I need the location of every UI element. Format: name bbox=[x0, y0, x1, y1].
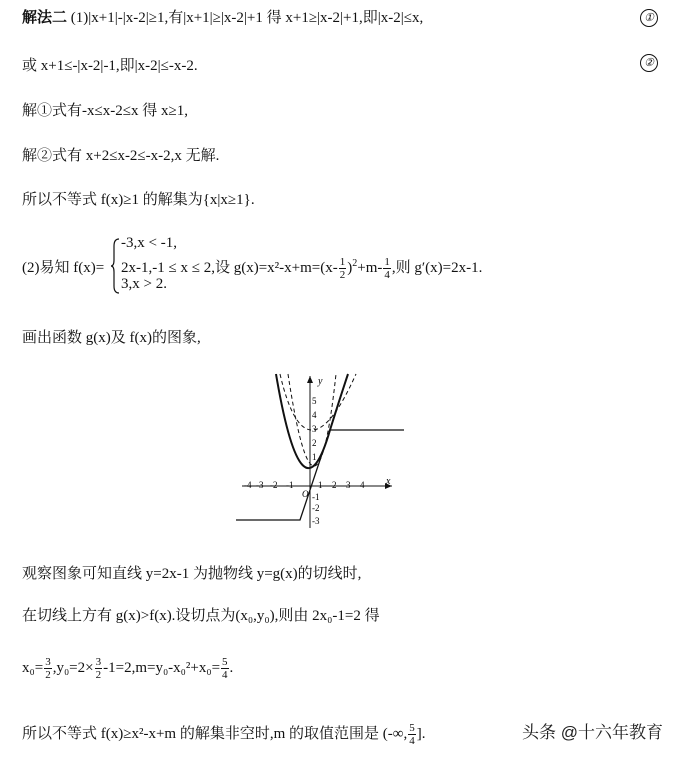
x0-label: x₀= bbox=[22, 659, 44, 676]
y-tick: -2 bbox=[312, 503, 320, 513]
line-2: 或 x+1≤-|x-2|-1,即|x-2|≤-x-2. bbox=[22, 58, 198, 74]
line-1 bbox=[22, 6, 423, 27]
piecewise-prefix: (2)易知 f(x)= bbox=[22, 260, 105, 276]
x-tick: 2 bbox=[332, 480, 337, 490]
watermark: 头条 @十六年教育 bbox=[522, 723, 663, 742]
y-tick: -1 bbox=[312, 492, 320, 502]
fraction-three-halves: $\frac{3}{2}$ bbox=[45, 656, 51, 681]
case-3: 3,x > 2. bbox=[121, 276, 167, 292]
period: . bbox=[229, 659, 234, 676]
fraction-half: $\frac{1}{2}$ bbox=[339, 256, 346, 282]
marker-2: ② bbox=[640, 54, 658, 72]
x-tick: -3 bbox=[256, 480, 264, 490]
x-tick: -2 bbox=[270, 480, 278, 490]
conclusion-text: 所以不等式 f(x)≥x²-x+m 的解集非空时,m 的取值范围是 bbox=[22, 726, 380, 742]
y-axis-label: y bbox=[318, 376, 323, 387]
case-2 bbox=[121, 256, 482, 281]
range-close: ]. bbox=[416, 726, 426, 742]
line-4: 解②式有 x+2≤x-2≤-x-2,x 无解. bbox=[22, 148, 220, 164]
line-3: 解①式有-x≤x-2≤x 得 x≥1, bbox=[22, 103, 188, 119]
method-heading: 解法二 bbox=[22, 10, 68, 26]
line-1-text: (1)|x+1|-|x-2|≥1,有|x+1|≥|x-2|+1 得 x+1≥|x-2|+1,即|x-2|≤x, bbox=[70, 10, 424, 26]
left-brace bbox=[110, 238, 120, 294]
case-2-text: 2x-1,-1 ≤ x ≤ 2,设 g(x)=x²-x+m=(x- bbox=[121, 260, 338, 276]
x-tick: 1 bbox=[318, 480, 323, 490]
case-1: -3,x < -1, bbox=[121, 235, 177, 251]
x-tick: 4 bbox=[360, 480, 365, 490]
function-graph bbox=[232, 368, 410, 530]
line-5: 所以不等式 f(x)≥1 的解集为{x|x≥1}. bbox=[22, 192, 255, 208]
fraction-three-halves-2: $\frac{3}{2}$ bbox=[95, 656, 102, 681]
origin-label: O bbox=[302, 489, 309, 499]
m-expr: -1=2,m=y₀-x₀²+x₀= bbox=[103, 659, 221, 676]
line-11 bbox=[22, 722, 425, 747]
case-2-mid: +m- bbox=[357, 260, 383, 276]
case-2-close: ) bbox=[347, 260, 353, 276]
f-graph-line bbox=[236, 430, 404, 520]
y-tick: 3 bbox=[312, 424, 317, 434]
y-tick: 1 bbox=[312, 452, 317, 462]
x-tick: -1 bbox=[286, 480, 294, 490]
x-tick: 3 bbox=[346, 480, 351, 490]
y0-expr: ,y₀=2× bbox=[52, 659, 94, 676]
case-2-tail: ,则 g′(x)=2x-1. bbox=[391, 260, 483, 276]
line-10 bbox=[22, 656, 233, 681]
line-8: 观察图象可知直线 y=2x-1 为抛物线 y=g(x)的切线时, bbox=[22, 566, 362, 582]
x-tick: -4 bbox=[244, 480, 252, 490]
square-exponent: 2 bbox=[352, 258, 358, 269]
marker-1: ① bbox=[640, 9, 658, 27]
fraction-five-quarters-2: $\frac{5}{4}$ bbox=[409, 722, 415, 748]
fraction-five-quarters: $\frac{5}{4}$ bbox=[222, 656, 228, 681]
y-tick: 5 bbox=[312, 396, 317, 406]
x-axis-label: x bbox=[386, 476, 391, 487]
y-tick: 2 bbox=[312, 438, 317, 448]
y-tick: 4 bbox=[312, 410, 317, 420]
line-7: 画出函数 g(x)及 f(x)的图象, bbox=[22, 330, 201, 346]
range-open: (-∞, bbox=[382, 726, 408, 742]
line-9: 在切线上方有 g(x)>f(x).设切点为(x₀,y₀),则由 2x₀-1=2 得 bbox=[22, 608, 380, 624]
fraction-quarter: $\frac{1}{4}$ bbox=[384, 256, 390, 282]
y-tick: -3 bbox=[312, 516, 320, 526]
